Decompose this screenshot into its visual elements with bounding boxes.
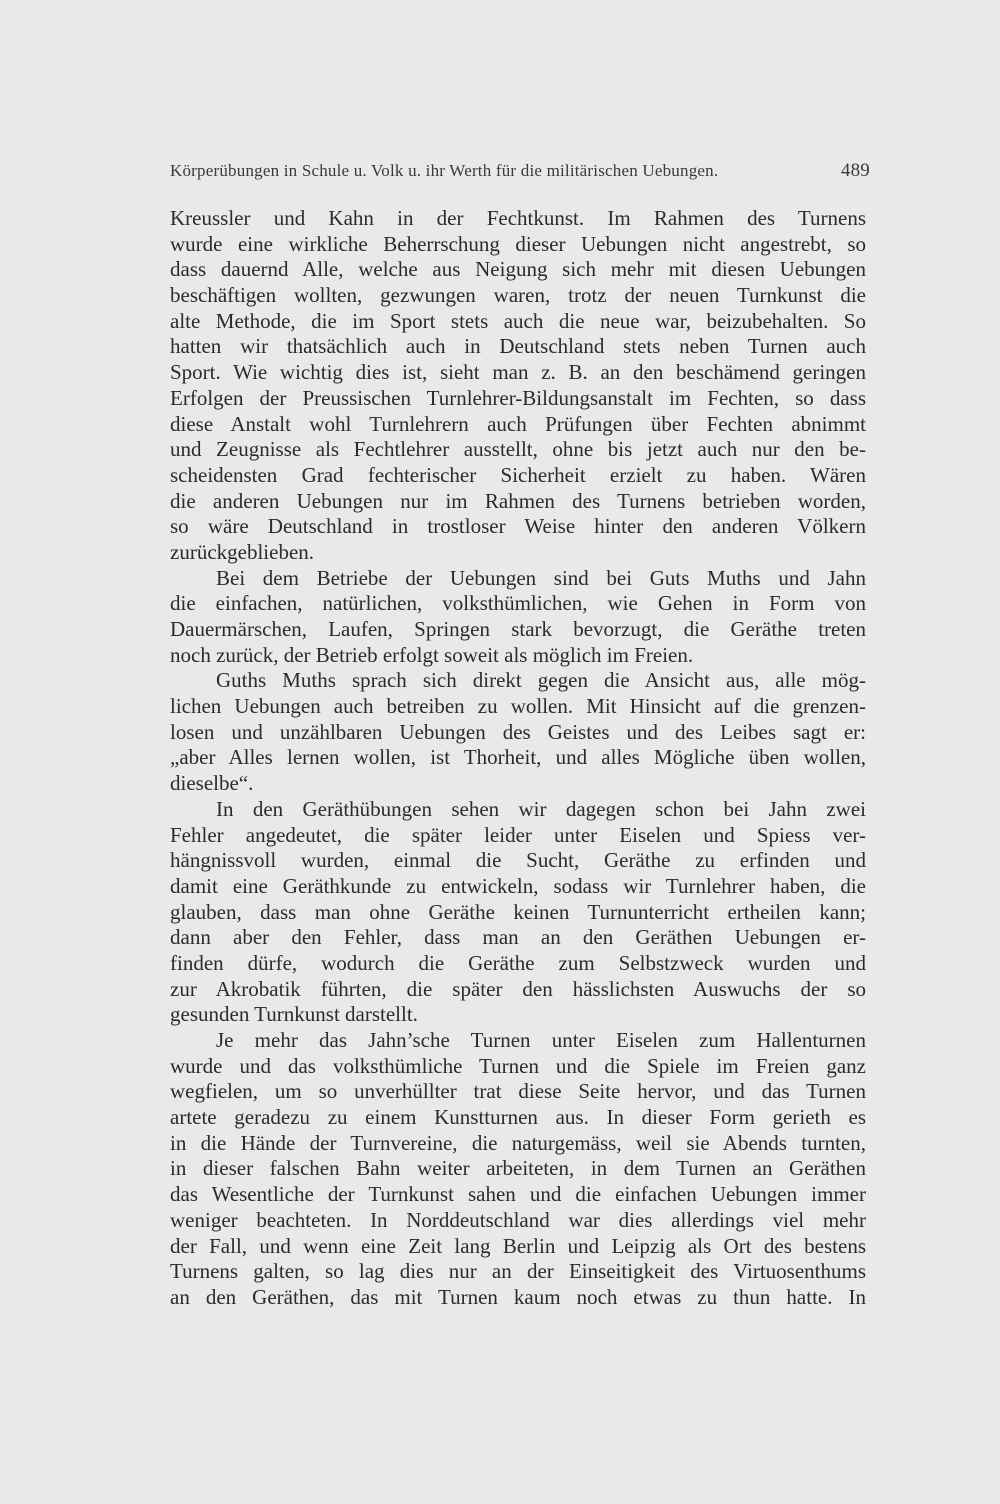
- text-line: Je mehr das Jahn’sche Turnen unter Eiselen zum Hallenturnen: [216, 1028, 866, 1052]
- running-head: [170, 160, 870, 182]
- text-line: Turnens galten, so lag dies nur an der Einseitigkeit des Virtuosenthums: [170, 1259, 866, 1284]
- text-line: wegfielen, um so unverhüllter trat diese Seite hervor, und das Turnen: [170, 1079, 866, 1104]
- text-line: finden dürfe, wodurch die Geräthe zum Selbstzweck wurden und: [170, 950, 866, 975]
- text-line: lichen Uebungen auch betreiben zu wollen. Mit Hinsicht auf die grenzen-: [170, 694, 866, 719]
- text-line: die anderen Uebungen nur im Rahmen des Turnens betrieben worden,: [170, 488, 866, 513]
- page-number: 489: [840, 160, 870, 181]
- text-line: Kreussler und Kahn in der Fechtkunst. Im Rahmen des Turnens: [170, 206, 866, 230]
- text-line: Sport. Wie wichtig dies ist, sieht man z. B. an den beschämend geringen: [170, 360, 866, 385]
- text-line: in die Hände der Turnvereine, die naturgemäss, weil sie Abends turnten,: [170, 1130, 866, 1155]
- text-line: und Zeugnisse als Fechtlehrer ausstellt, ohne bis jetzt auch nur den be-: [170, 437, 866, 462]
- text-line: hatten wir thatsächlich auch in Deutschland stets neben Turnen auch: [170, 334, 866, 359]
- text-line: artete geradezu zu einem Kunstturnen aus. In dieser Form gerieth es: [170, 1105, 866, 1130]
- text-line: so wäre Deutschland in trostloser Weise hinter den anderen Völkern: [170, 514, 866, 539]
- text-line: dieselbe“.: [170, 771, 254, 796]
- text-line: dass dauernd Alle, welche aus Neigung sich mehr mit diesen Uebungen: [170, 257, 866, 282]
- text-line: der Fall, und wenn eine Zeit lang Berlin und Leipzig als Ort des bestens: [170, 1233, 866, 1258]
- text-line: noch zurück, der Betrieb erfolgt soweit als möglich im Freien.: [170, 642, 694, 667]
- text-line: hängnissvoll wurden, einmal die Sucht, Geräthe zu erfinden und: [170, 848, 866, 873]
- text-line: damit eine Geräthkunde zu entwickeln, sodass wir Turnlehrer haben, die: [170, 873, 866, 898]
- body-text: [170, 206, 866, 1311]
- text-line: Bei dem Betriebe der Uebungen sind bei Guts Muths und Jahn: [216, 565, 866, 590]
- text-line: glauben, dass man ohne Geräthe keinen Turnunterricht ertheilen kann;: [170, 899, 866, 924]
- text-line: wurde eine wirkliche Beherrschung dieser Uebungen nicht angestrebt, so: [170, 231, 866, 256]
- text-line: Dauermärschen, Laufen, Springen stark bevorzugt, die Geräthe treten: [170, 617, 866, 641]
- text-line: zurückgeblieben.: [170, 539, 315, 564]
- text-line: weniger beachteten. In Norddeutschland war dies allerdings viel mehr: [170, 1207, 866, 1232]
- text-line: „aber Alles lernen wollen, ist Thorheit, und alles Mögliche üben wollen,: [170, 745, 866, 770]
- text-line: gesunden Turnkunst darstellt.: [170, 1002, 418, 1027]
- text-line: in dieser falschen Bahn weiter arbeiteten, in dem Turnen an Geräthen: [170, 1156, 866, 1181]
- text-line: In den Geräthübungen sehen wir dagegen schon bei Jahn zwei: [216, 796, 866, 821]
- text-line: an den Geräthen, das mit Turnen kaum noch etwas zu thun hatte. In: [170, 1284, 866, 1309]
- running-title: Körperübungen in Schule u. Volk u. ihr Werth für die militärischen Uebungen.: [170, 161, 719, 180]
- text-line: zur Akrobatik führten, die später den hässlichsten Auswuchs der so: [170, 976, 866, 1001]
- text-line: Guths Muths sprach sich direkt gegen die Ansicht aus, alle mög-: [216, 668, 866, 693]
- text-line: die einfachen, natürlichen, volksthümlichen, wie Gehen in Form von: [170, 591, 866, 616]
- text-line: losen und unzählbaren Uebungen des Geistes und des Leibes sagt er:: [170, 719, 866, 744]
- text-line: wurde und das volksthümliche Turnen und die Spiele im Freien ganz: [170, 1053, 866, 1078]
- text-line: das Wesentliche der Turnkunst sahen und die einfachen Uebungen immer: [170, 1182, 866, 1207]
- text-line: scheidensten Grad fechterischer Sicherheit erzielt zu haben. Wären: [170, 462, 866, 487]
- text-line: beschäftigen wollten, gezwungen waren, trotz der neuen Turnkunst die: [170, 283, 866, 308]
- text-line: dann aber den Fehler, dass man an den Geräthen Uebungen er-: [170, 925, 866, 950]
- text-line: diese Anstalt wohl Turnlehrern auch Prüfungen über Fechten abnimmt: [170, 411, 866, 436]
- text-line: Erfolgen der Preussischen Turnlehrer-Bildungsanstalt im Fechten, so dass: [170, 385, 866, 410]
- text-line: Fehler angedeutet, die später leider unter Eiselen und Spiess ver-: [170, 822, 866, 847]
- text-line: alte Methode, die im Sport stets auch die neue war, beizubehalten. So: [170, 308, 866, 333]
